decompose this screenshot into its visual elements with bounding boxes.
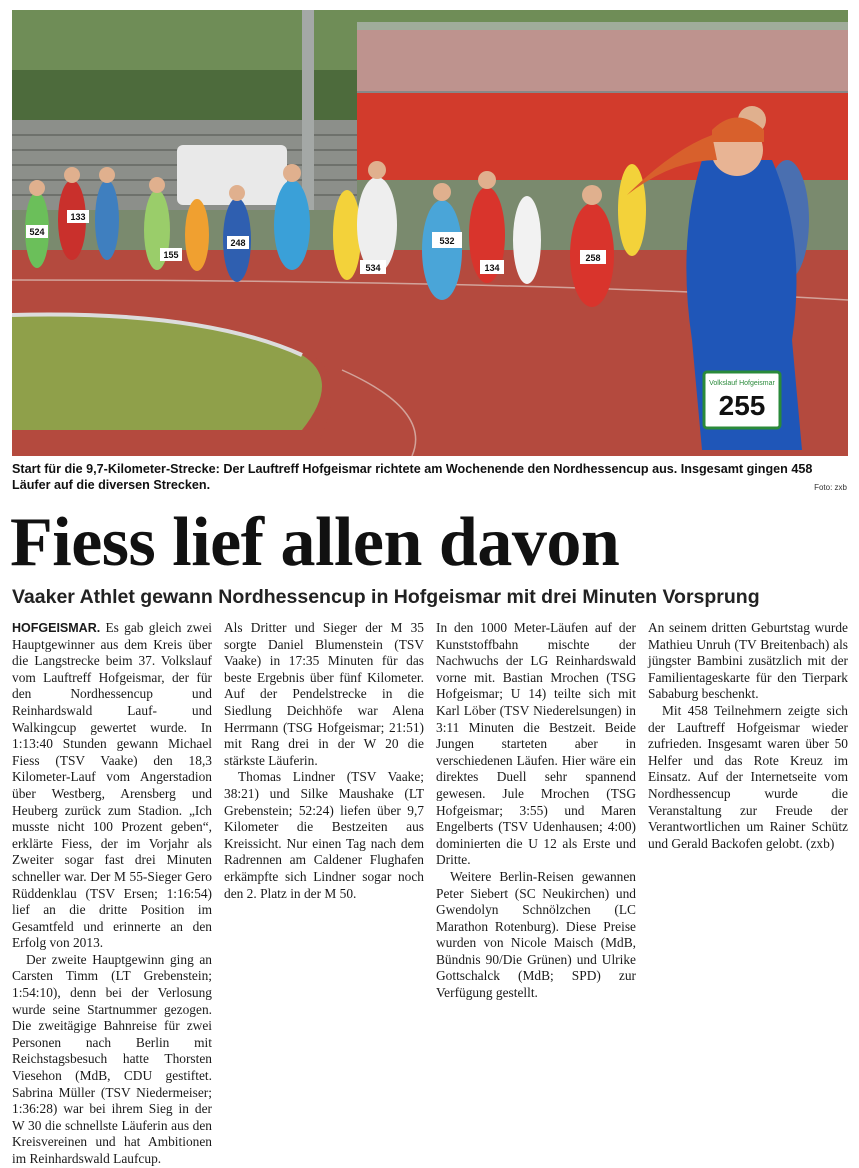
article-paragraph: Weitere Berlin-Reisen gewannen Peter Siebert (SC Neukirchen) und Gwendolyn Schnölzchen (LC Marathon Rotenburg). Diese Preise wurden von Nicole Maisch (MdB, Bündnis 90/Die Grünen) und Ulrike Gottschalck (MdB; SPD) zur Verfügung gestellt. <box>436 868 636 1001</box>
bib-number: 534 <box>365 263 381 273</box>
dateline: HOFGEISMAR. <box>12 621 101 635</box>
photo-caption: Start für die 9,7-Kilometer-Strecke: Der Lauftreff Hofgeismar richtete am Wochenende den Nordhessencup aus. Insgesamt gingen 458 Läufer auf die diversen Strecken. <box>12 462 813 492</box>
subheadline: Vaaker Athlet gewann Nordhessencup in Hofgeismar mit drei Minuten Vorsprung <box>12 586 760 608</box>
article-paragraph: An seinem dritten Geburtstag wurde Mathieu Unruh (TV Breitenbach) als jüngster Bambini zusätzlich mit der Familientageskarte für den Tierpark Sababurg beschenkt. <box>648 620 848 702</box>
photo-credit: Foto: zxb <box>814 483 847 492</box>
headline: Fiess lief allen davon <box>10 504 620 581</box>
article-column-1 <box>12 620 212 1166</box>
article-body <box>12 620 848 1166</box>
bib-number: 134 <box>484 263 500 273</box>
bib-number: 155 <box>163 250 179 260</box>
bib-number-lead: 255 <box>718 390 766 421</box>
article-paragraph: Der zweite Hauptgewinn ging an Carsten Timm (LT Grebenstein; 1:54:10), denn bei der Verlosung wurde seine Startnummer gezogen. Die zweitägige Bahnreise für zwei Personen nach Berlin mit Reichstagsbesuch hatte Thorsten Viesehon (MdB, CDU gestiftet. Sabrina Müller (TSV Niedermeiser; 1:36:28) war bei ihrem Sieg in der W 30 die schnellste Läuferin aus den Kreisvereinen und hat Ambitionen im Reinhardswald Laufcup. <box>12 951 212 1166</box>
race-photo <box>12 10 848 456</box>
article-paragraph: Als Dritter und Sieger der M 35 sorgte Daniel Blumenstein (TSV Vaake) in 17:35 Minuten für das beste Ergebnis über fünf Kilometer. Auf der Pendelstrecke in die Siedlung Deichhöfe war Alena Herrmann (TSG Hofgeismar; 21:51) mit Rang drei in der W 20 die stärkste Läuferin. <box>224 620 424 768</box>
bib-number: 133 <box>70 212 86 222</box>
bib-banner-text: Volkslauf Hofgeismar <box>709 380 775 387</box>
article-paragraph: In den 1000 Meter-Läufen auf der Kunststoffbahn mischte der Nachwuchs der LG Reinhardswald vorne mit. Bastian Mrochen (TSG Hofgeismar; U 14) teilte sich mit Karl Löber (TSV Niederelsungen) in 3:11 Minuten die Bestzeit. Beide Jungen starteten aber in verschiedenen Läufen. Hier wäre ein direktes Duell sehr spannend gewesen. Jule Mrochen (TSG Hofgeismar; 3:55) und Maren Engelberts (TSV Udenhausen; 4:00) dominierten die U 12 als Erste und Dritte. <box>436 620 636 868</box>
article-paragraph: Mit 458 Teilnehmern zeigte sich der Lauftreff Hofgeismar wieder zufrieden. Insgesamt waren über 50 Helfer und das Rote Kreuz im Einsatz. Auf der Internetseite vom Nordhessencup wurde die Veranstaltung zur Freude der Verantwortlichen um Rainer Schütz und Gerald Backofen gelobt. (zxb) <box>648 702 848 851</box>
article-column-4 <box>648 620 848 1020</box>
bib-number: 258 <box>585 253 601 263</box>
paragraph-text: Es gab gleich zwei Hauptgewinner aus dem Kreis über die Langstrecke beim 37. Volkslauf vom Lauftreff Hofgeismar, der für den Nordhessencup und Reinhardswald Lauf- und Walkingcup gewertet wurde. In 1:13:40 Stunden gewann Michael Fiess (TSV Vaake) den 18,3 Kilometer-Lauf vom Angerstadion über Westberg, Arensberg und Heuberg zurück zum Stadion. „Ich musste nicht 100 Prozent geben“, erklärte Fiess, der im Vorjahr als Zweiter sogar fast drei Minuten schneller war. Der M 55-Sieger Gero Rüddenklau (TSV Ersen; 1:16:54) lief an die dritte Position im Gesamtfeld und erinnerte an den Erfolg von 2013. <box>12 620 212 951</box>
bib-number: 532 <box>439 236 455 246</box>
article-column-2 <box>224 620 424 1020</box>
article-paragraph: Thomas Lindner (TSV Vaake; 38:21) und Silke Maushake (LT Grebenstein; 52:24) liefen über 9,7 Kilometer die Bestzeiten aus Kreissicht. Nur einen Tag nach dem Radrennen am Caldener Flughafen erkämpfte sich Lindner sogar noch den 2. Platz in der M 50. <box>224 769 424 901</box>
bib-number: 524 <box>29 227 45 237</box>
article-paragraph <box>12 620 212 952</box>
bib-number: 248 <box>230 238 246 248</box>
article-column-3 <box>436 620 636 1020</box>
